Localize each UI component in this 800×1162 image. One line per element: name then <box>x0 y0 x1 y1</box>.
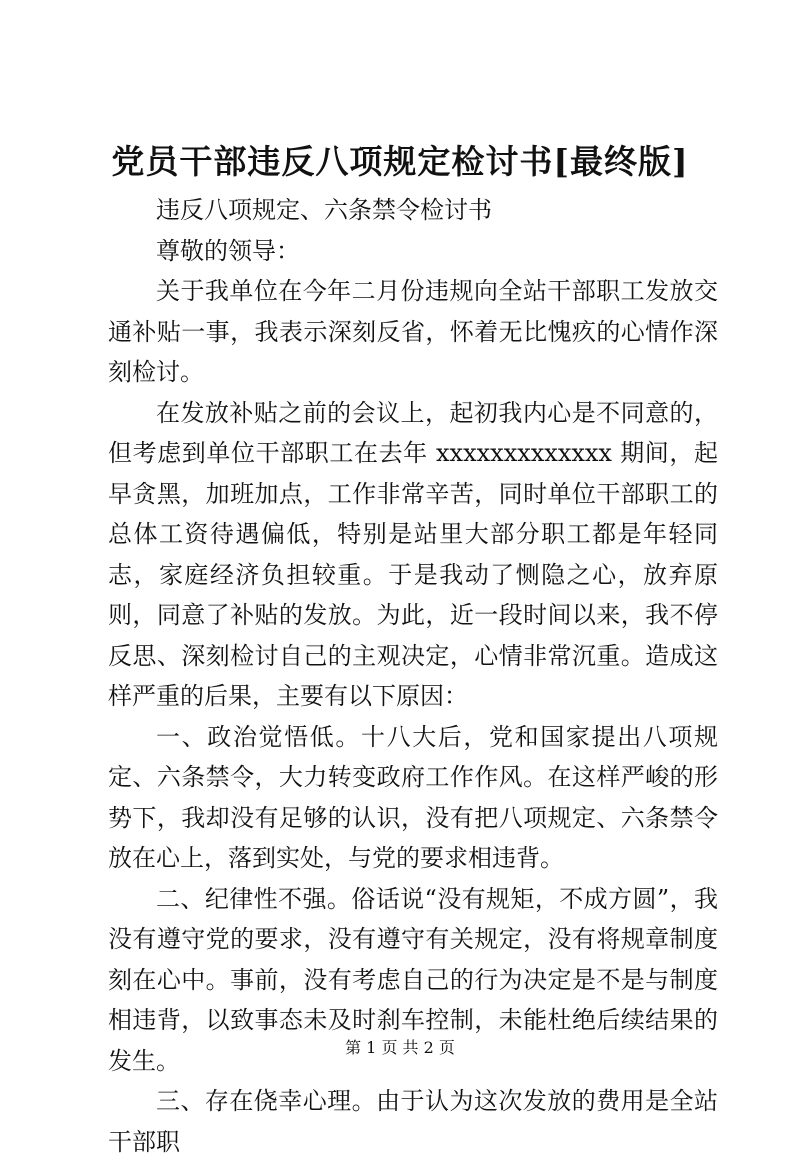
body-paragraph: 在发放补贴之前的会议上，起初我内心是不同意的，但考虑到单位干部职工在去年 xxxxxxxxxxxxx 期间，起早贪黑，加班加点，工作非常辛苦，同时单位干部职工的总体工资待遇偏低，特别是站里大部分职工都是年轻同志，家庭经济负担较重。于是我动了恻隐之心，放弃原则，同意了补贴的发放。为此，近一段时间以来，我不停反思、深刻检讨自己的主观决定，心情非常沉重。造成这样严重的后果，主要有以下原因： <box>108 398 718 710</box>
document-body <box>108 190 718 1156</box>
body-paragraph: 一、政治觉悟低。十八大后，党和国家提出八项规定、六条禁令，大力转变政府工作作风。在这样严峻的形势下，我却没有足够的认识，没有把八项规定、六条禁令放在心上，落到实处，与党的要求相违背。 <box>108 722 718 872</box>
body-paragraph: 三、存在侥幸心理。由于认为这次发放的费用是全站干部职 <box>108 1087 718 1156</box>
page-footer: 第 1 页 共 2 页 <box>345 1038 455 1057</box>
body-paragraph: 二、纪律性不强。俗话说“没有规矩，不成方圆”，我没有遵守党的要求，没有遵守有关规定，没有将规章制度刻在心中。事前，没有考虑自己的行为决定是不是与制度相违背，以致事态未及时刹车控制，未能杜绝后续结果的发生。 <box>108 884 718 1075</box>
document-title: 党员干部违反八项规定检讨书[最终版] <box>111 142 689 181</box>
salutation-paragraph: 尊敬的领导： <box>156 236 300 265</box>
body-paragraph: 关于我单位在今年二月份违规向全站干部职工发放交通补贴一事，我表示深刻反省，怀着无比愧疚的心情作深刻检讨。 <box>108 277 718 386</box>
subtitle-paragraph: 违反八项规定、六条禁令检讨书 <box>156 196 492 224</box>
